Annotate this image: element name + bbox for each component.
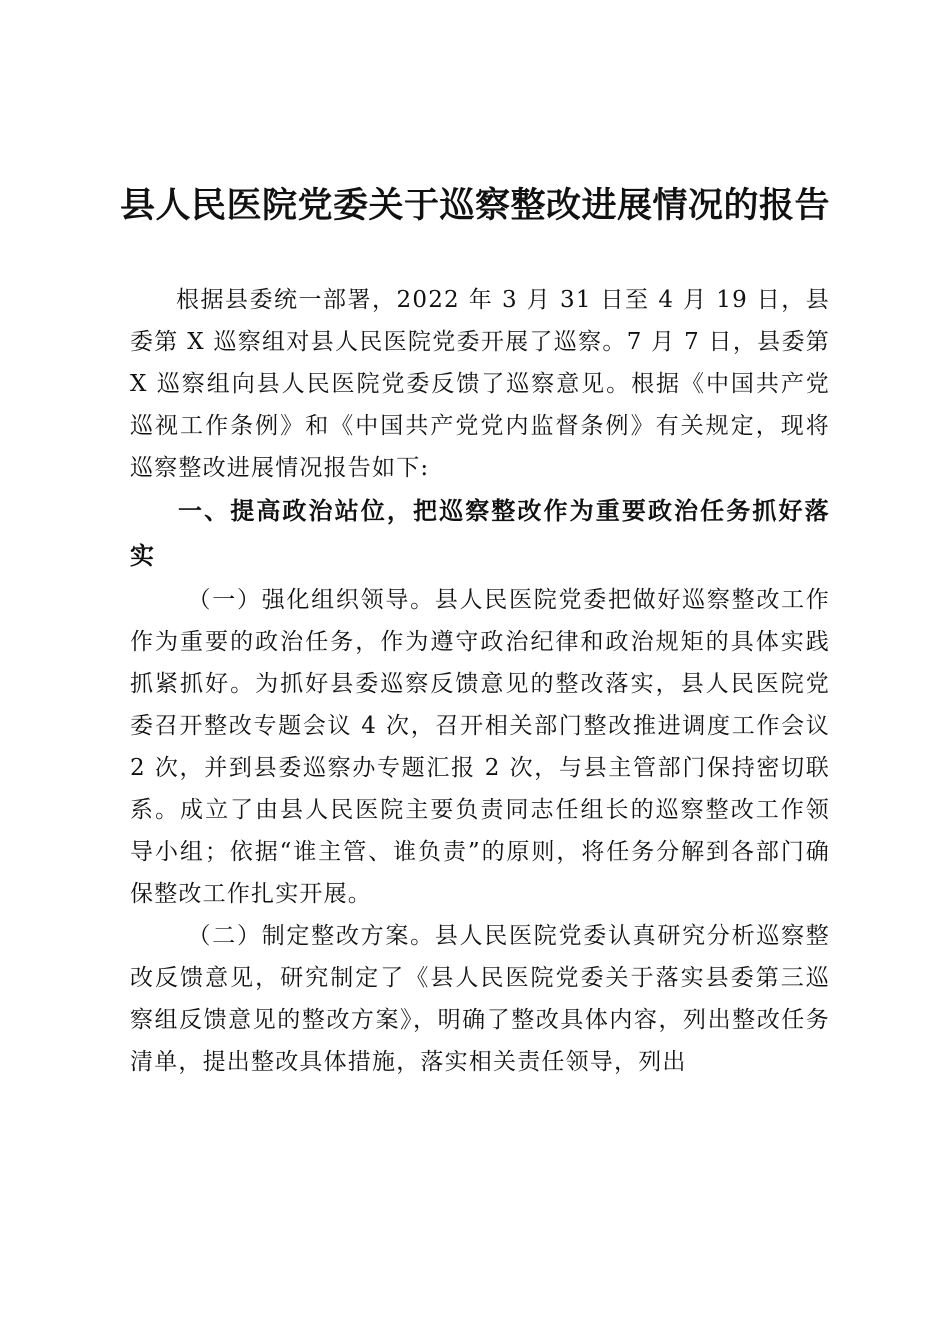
intro-paragraph: 根据县委统一部署，2022 年 3 月 31 日至 4 月 19 日，县委第 X 巡察组对县人民医院党委开展了巡察。7 月 7 日，县委第 X 巡察组向县人民医院党委反馈了巡察意见。根据《中国共产党巡视工作条例》和《中国共产党党内监督条例》有关规定，现将巡察整改进展情况报告如下: — [130, 287, 830, 481]
subsection-paragraph-1: （一）强化组织领导。县人民医院党委把做好巡察整改工作作为重要的政治任务，作为遵守政治纪律和政治规矩的具体实践抓紧抓好。为抓好县委巡察反馈意见的整改落实，县人民医院党委召开整改专题会议 4 次，召开相关部门整改推进调度工作会议 2 次，并到县委巡察办专题汇报 2 次，与县主管部门保持密切联系。成立了由县人民医院主要负责同志任组长的巡察整改工作领导小组；依据“谁主管、谁负责”的原则，将任务分解到各部门确保整改工作扎实开展。 — [130, 587, 830, 907]
subsection-paragraph-2: （二）制定整改方案。县人民医院党委认真研究分析巡察整改反馈意见，研究制定了《县人民医院党委关于落实县委第三巡察组反馈意见的整改方案》，明确了整改具体内容，列出整改任务清单，提出整改具体措施，落实相关责任领导，列出 — [130, 923, 830, 1075]
document-title: 县人民医院党委关于巡察整改进展情况的报告 — [119, 185, 830, 226]
section-heading-1: 一、提高政治站位，把巡察整改作为重要政治任务抓好落实 — [130, 497, 830, 570]
document-body — [130, 279, 830, 1083]
